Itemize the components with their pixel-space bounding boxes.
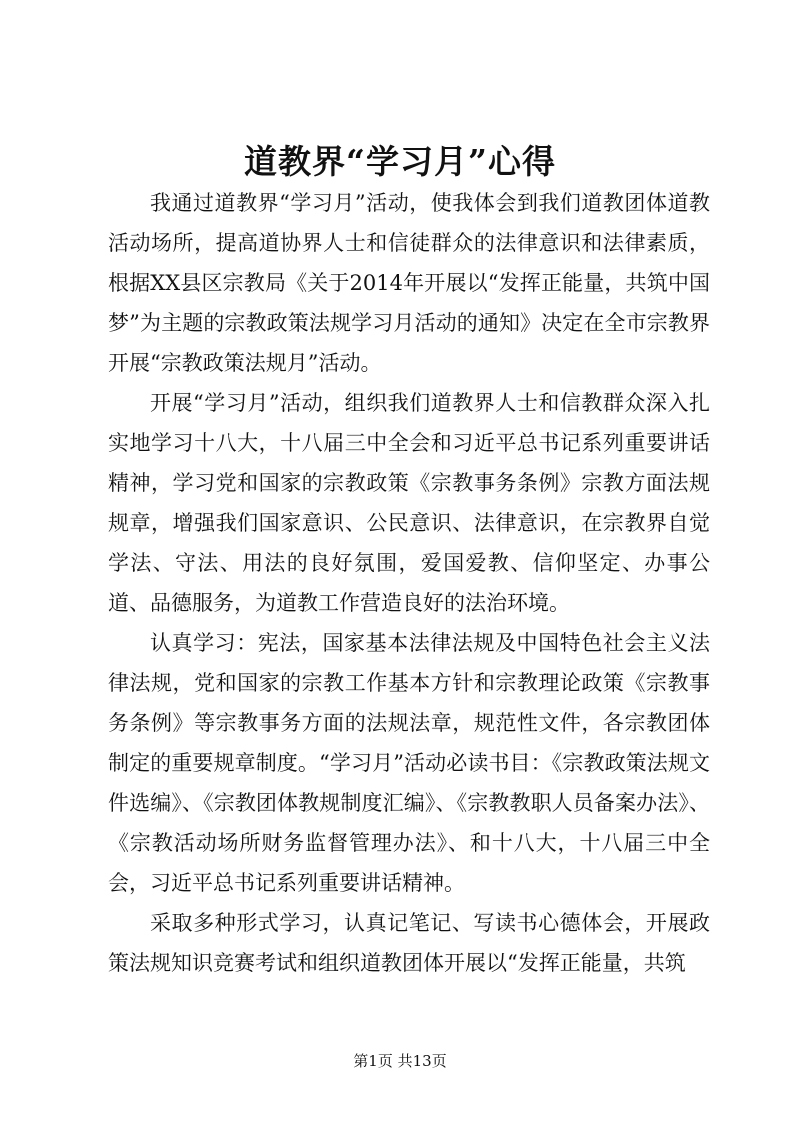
- document-title: 道教界“学习月”心得: [244, 142, 556, 181]
- page-number-footer: 第1页 共13页: [353, 1052, 447, 1070]
- document-body: [108, 183, 710, 983]
- paragraph-2: 开展“学习月”活动，组织我们道教界人士和信教群众深入扎实地学习十八大，十八届三中全会和习近平总书记系列重要讲话精神，学习党和国家的宗教政策《宗教事务条例》宗教方面法规规章，增强我们国家意识、公民意识、法律意识，在宗教界自觉学法、守法、用法的良好氛围，爱国爱教、信仰坚定、办事公道、品德服务，为道教工作营造良好的法治环境。: [108, 391, 710, 615]
- paragraph-3: 认真学习：宪法，国家基本法律法规及中国特色社会主义法律法规，党和国家的宗教工作基本方针和宗教理论政策《宗教事务条例》等宗教事务方面的法规法章，规范性文件，各宗教团体制定的重要规章制度。“学习月”活动必读书目：《宗教政策法规文件选编》、《宗教团体教规制度汇编》、《宗教教职人员备案办法》、《宗教活动场所财务监督管理办法》、和十八大，十八届三中全会，习近平总书记系列重要讲话精神。: [108, 631, 710, 895]
- paragraph-1: 我通过道教界“学习月”活动，使我体会到我们道教团体道教活动场所，提高道协界人士和信徒群众的法律意识和法律素质，根据XX县区宗教局《关于2014年开展以“发挥正能量，共筑中国梦”为主题的宗教政策法规学习月活动的通知》决定在全市宗教界开展“宗教政策法规月”活动。: [108, 191, 710, 375]
- paragraph-4: 采取多种形式学习，认真记笔记、写读书心德体会，开展政策法规知识竞赛考试和组织道教团体开展以“发挥正能量，共筑: [108, 911, 710, 975]
